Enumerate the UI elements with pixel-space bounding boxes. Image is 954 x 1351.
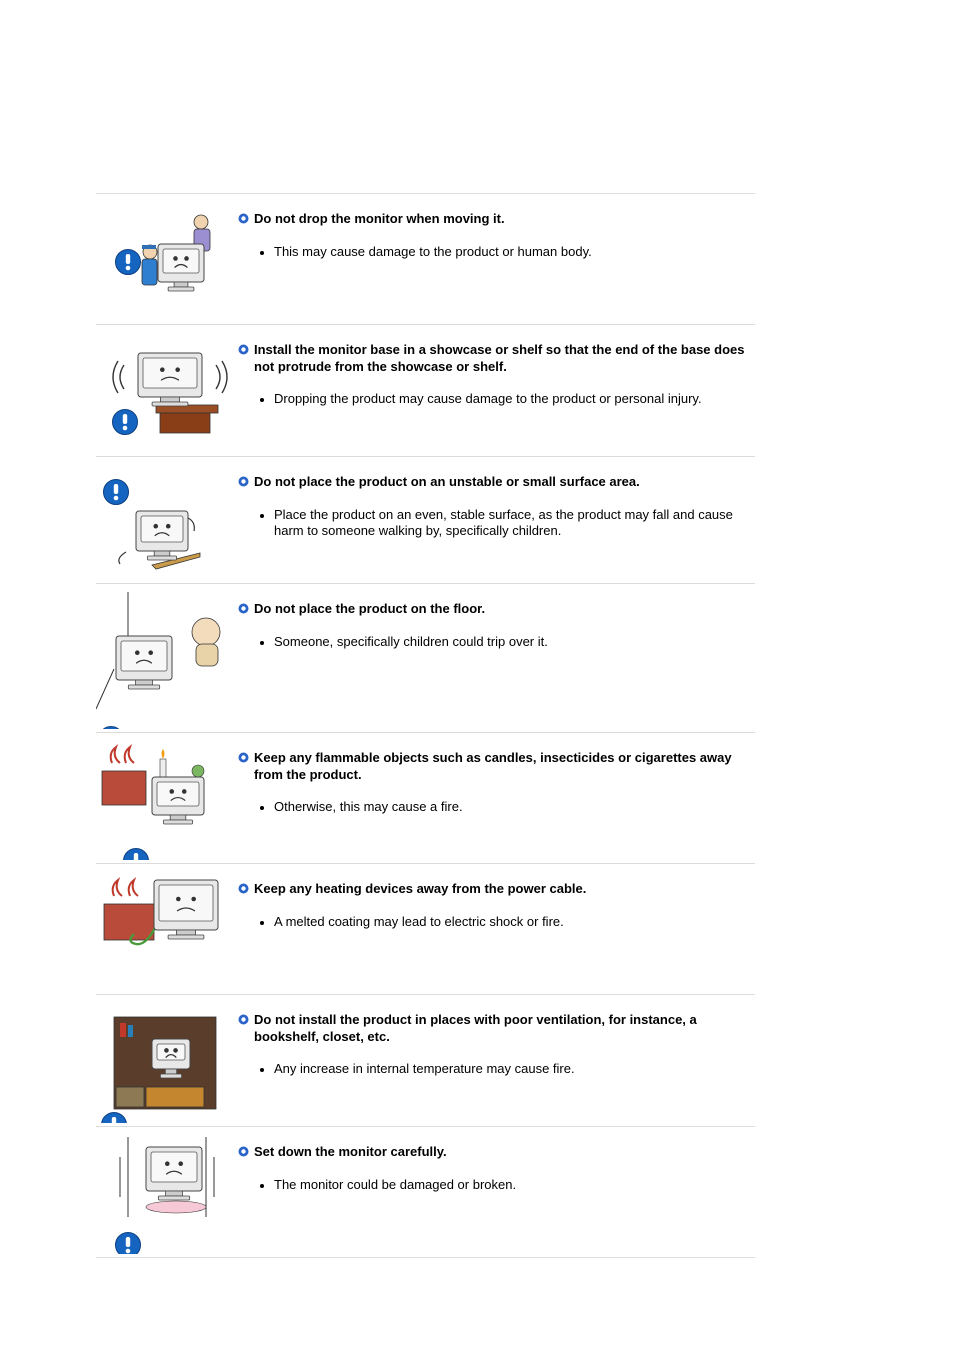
blue-bullet-icon: [238, 476, 249, 487]
safety-item-text: [238, 1012, 750, 1078]
warning-exclamation-icon: [99, 727, 124, 730]
safety-heading: [238, 750, 750, 783]
warning-exclamation-icon: [124, 849, 149, 861]
safety-detail: This may cause damage to the product or human body.: [274, 244, 750, 261]
warning-exclamation-icon: [116, 1233, 141, 1255]
safety-detail-list: [238, 391, 750, 408]
safety-item-text: [238, 881, 750, 930]
blue-bullet-icon: [238, 1014, 249, 1025]
safety-heading-text: Do not place the product on the floor.: [254, 601, 486, 616]
safety-detail-list: [238, 507, 750, 540]
safety-item-text: [238, 342, 750, 408]
safety-heading-text: Keep any heating devices away from the power cable.: [254, 881, 587, 896]
illustration-monitor-in-bookshelf: [96, 995, 228, 1123]
blue-bullet-icon: [238, 213, 249, 224]
illustration-heater-near-power-cable: [96, 864, 228, 991]
blue-bullet-icon: [238, 883, 249, 894]
illustration-people-carrying-monitor: [96, 194, 228, 321]
illustration-monitor-near-heater-and-candle: [96, 733, 228, 860]
safety-item: [96, 457, 755, 584]
blue-bullet-icon: [238, 752, 249, 763]
safety-item-text: [238, 211, 750, 260]
safety-detail-list: [238, 634, 750, 651]
safety-heading: [238, 601, 750, 618]
safety-item: [96, 194, 755, 325]
safety-item: [96, 995, 755, 1127]
safety-detail: Any increase in internal temperature may cause fire.: [274, 1061, 750, 1078]
safety-instructions-list: [96, 193, 755, 1258]
safety-heading-text: Do not drop the monitor when moving it.: [254, 211, 505, 226]
warning-exclamation-icon: [113, 410, 138, 435]
safety-heading-text: Install the monitor base in a showcase or shelf so that the end of the base does not protrude from the showcase or shelf.: [254, 342, 745, 374]
safety-detail: The monitor could be damaged or broken.: [274, 1177, 750, 1194]
safety-heading: [238, 474, 750, 491]
safety-item: [96, 325, 755, 457]
safety-heading-text: Do not install the product in places with poor ventilation, for instance, a bookshelf, closet, etc.: [254, 1012, 697, 1044]
safety-detail-list: [238, 1177, 750, 1194]
safety-heading-text: Set down the monitor carefully.: [254, 1144, 447, 1159]
safety-heading: [238, 881, 750, 898]
safety-item-text: [238, 474, 750, 540]
safety-heading: [238, 211, 750, 228]
illustration-monitor-on-shelf-edge: [96, 325, 228, 453]
warning-exclamation-icon: [102, 1113, 127, 1124]
illustration-monitor-on-floor-with-child: [96, 584, 228, 729]
safety-detail: A melted coating may lead to electric shock or fire.: [274, 914, 750, 931]
blue-bullet-icon: [238, 1146, 249, 1157]
safety-heading: [238, 1144, 750, 1161]
safety-item-text: [238, 601, 750, 650]
illustration-monitor-being-set-down: [96, 1127, 228, 1254]
safety-item-text: [238, 1144, 750, 1193]
safety-detail-list: [238, 799, 750, 816]
safety-detail: Otherwise, this may cause a fire.: [274, 799, 750, 816]
warning-exclamation-icon: [104, 480, 129, 505]
safety-heading: [238, 342, 750, 375]
safety-detail-list: [238, 914, 750, 931]
safety-item: [96, 733, 755, 864]
blue-bullet-icon: [238, 344, 249, 355]
safety-heading: [238, 1012, 750, 1045]
warning-exclamation-icon: [116, 250, 141, 275]
blue-bullet-icon: [238, 603, 249, 614]
illustration-monitor-falling-off-surface: [96, 457, 228, 580]
safety-item: [96, 864, 755, 995]
safety-detail: Someone, specifically children could trip over it.: [274, 634, 750, 651]
safety-detail-list: [238, 244, 750, 261]
safety-detail: Place the product on an even, stable surface, as the product may fall and cause harm to someone walking by, specifically children.: [274, 507, 750, 540]
safety-item: [96, 584, 755, 733]
safety-detail-list: [238, 1061, 750, 1078]
safety-item-text: [238, 750, 750, 816]
safety-item: [96, 1127, 755, 1258]
safety-heading-text: Keep any flammable objects such as candles, insecticides or cigarettes away from the product.: [254, 750, 732, 782]
safety-detail: Dropping the product may cause damage to the product or personal injury.: [274, 391, 750, 408]
safety-heading-text: Do not place the product on an unstable or small surface area.: [254, 474, 640, 489]
